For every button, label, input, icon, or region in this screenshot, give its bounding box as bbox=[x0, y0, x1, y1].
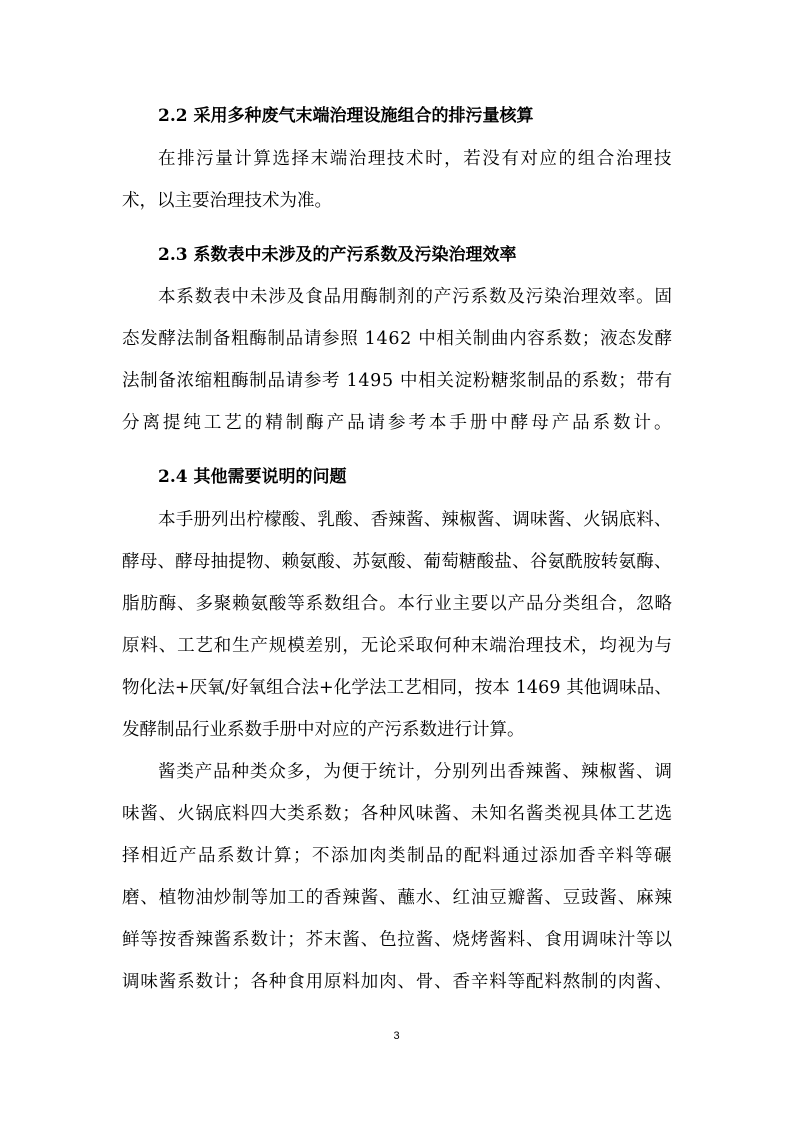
page-number: 3 bbox=[393, 1030, 400, 1042]
section-heading-2-3: 2.3 系数表中未涉及的产污系数及污染治理效率 bbox=[158, 245, 517, 265]
paragraph-line: 在排污量计算选择末端治理技术时，若没有对应的组合治理技 bbox=[158, 149, 674, 169]
paragraph-line: 术，以主要治理技术为准。 bbox=[122, 191, 332, 211]
paragraph-line: 本系数表中未涉及食品用酶制剂的产污系数及污染治理效率。固 bbox=[158, 287, 673, 307]
paragraph-line: 物化法+厌氧/好氧组合法+化学法工艺相同，按本 1469 其他调味品、 bbox=[122, 678, 672, 698]
paragraph-line: 法制备浓缩粗酶制品请参考 1495 中相关淀粉糖浆制品的系数；带有 bbox=[122, 371, 673, 391]
paragraph-line: 分离提纯工艺的精制酶产品请参考本手册中酵母产品系数计。 bbox=[122, 413, 675, 433]
paragraph-line: 调味酱系数计；各种食用原料加肉、骨、香辛料等配料熬制的肉酱、 bbox=[122, 972, 673, 992]
paragraph-line: 本手册列出柠檬酸、乳酸、香辣酱、辣椒酱、调味酱、火锅底料、 bbox=[158, 510, 672, 530]
paragraph-line: 原料、工艺和生产规模差别，无论采取何种末端治理技术，均视为与 bbox=[122, 636, 673, 656]
section-heading-2-2: 2.2 采用多种废气末端治理设施组合的排污量核算 bbox=[158, 106, 534, 126]
paragraph-line: 磨、植物油炒制等加工的香辣酱、蘸水、红油豆瓣酱、豆豉酱、麻辣 bbox=[122, 888, 673, 908]
paragraph-line: 鲜等按香辣酱系数计；芥末酱、色拉酱、烧烤酱料、食用调味汁等以 bbox=[122, 930, 673, 950]
paragraph-line: 发酵制品行业系数手册中对应的产污系数进行计算。 bbox=[122, 720, 525, 740]
paragraph-line: 择相近产品系数计算；不添加肉类制品的配料通过添加香辛料等碾 bbox=[122, 846, 673, 866]
paragraph-line: 酱类产品种类众多，为便于统计，分别列出香辣酱、辣椒酱、调 bbox=[158, 762, 673, 782]
paragraph-line: 态发酵法制备粗酶制品请参照 1462 中相关制曲内容系数；液态发酵 bbox=[122, 329, 673, 349]
section-heading-2-4: 2.4 其他需要说明的问题 bbox=[158, 467, 347, 487]
paragraph-line: 脂肪酶、多聚赖氨酸等系数组合。本行业主要以产品分类组合，忽略 bbox=[122, 594, 673, 614]
paragraph-line: 酵母、酵母抽提物、赖氨酸、苏氨酸、葡萄糖酸盐、谷氨酰胺转氨酶、 bbox=[122, 552, 672, 572]
paragraph-line: 味酱、火锅底料四大类系数；各种风味酱、未知名酱类视具体工艺选 bbox=[122, 804, 673, 824]
